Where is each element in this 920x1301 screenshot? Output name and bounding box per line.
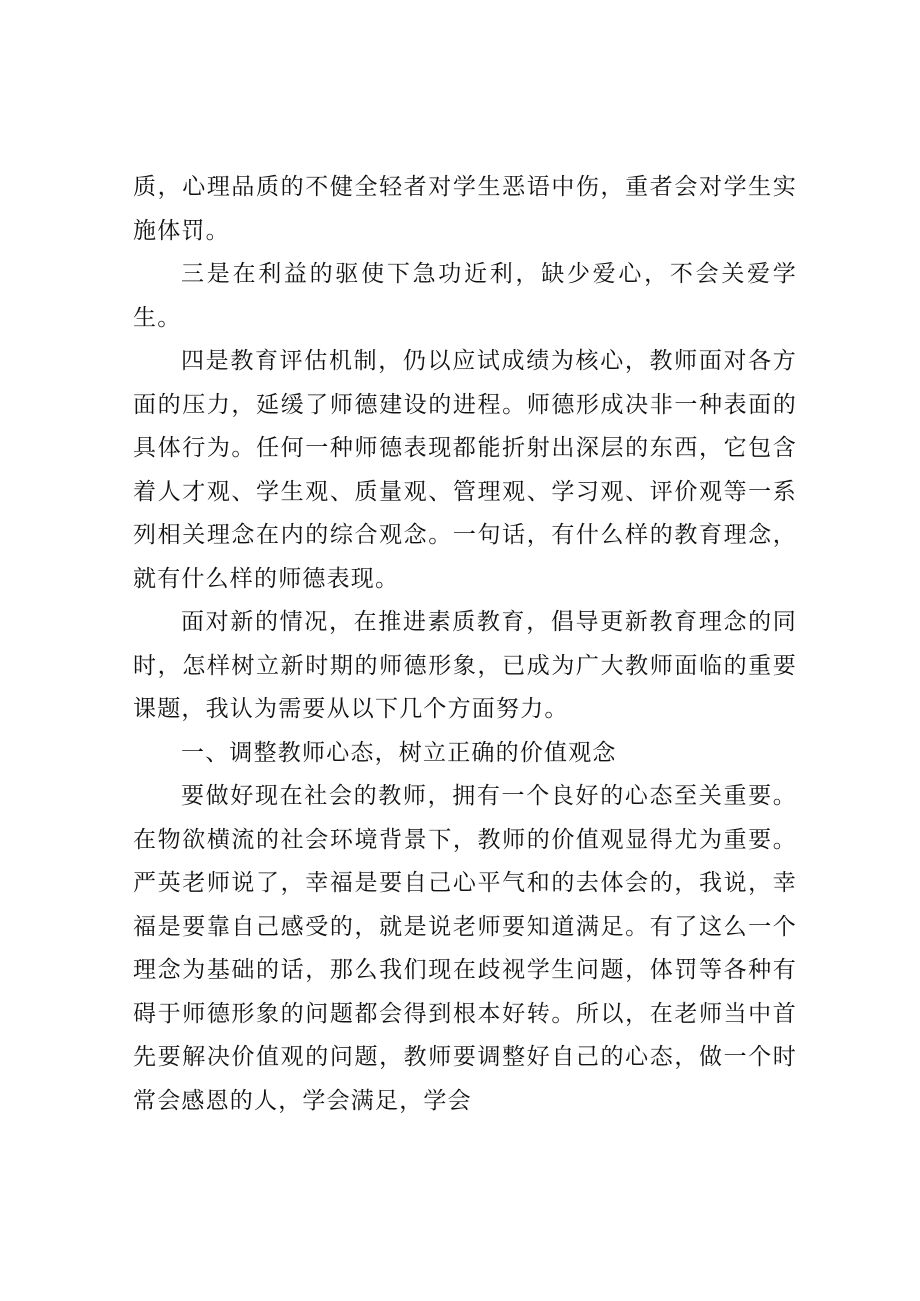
paragraph-point-four: 四是教育评估机制，仍以应试成绩为核心，教师面对各方面的压力，延缓了师德建设的进程。师德形成决非一种表面的具体行为。任何一种师德表现都能折射出深层的东西，它包含着人才观、学生观、质量观、管理观、学习观、评价观等一系列相关理念在内的综合观念。一句话，有什么样的教育理念，就有什么样的师德表现。 (133, 348, 797, 592)
section-heading: 一、调整教师心态，树立正确的价值观念 (181, 739, 617, 766)
paragraph-new-situation: 面对新的情况，在推进素质教育，倡导更新教育理念的同时，怎样树立新时期的师德形象，已成为广大教师面临的重要课题，我认为需要从以下几个方面努力。 (133, 609, 797, 722)
document-body (133, 166, 797, 1123)
paragraph-teacher-mindset: 要做好现在社会的教师，拥有一个良好的心态至关重要。在物欲横流的社会环境背景下，教师的价值观显得尤为重要。严英老师说了，幸福是要自己心平气和的去体会的，我说，幸福是要靠自己感受的，就是说老师要知道满足。有了这么一个理念为基础的话，那么我们现在歧视学生问题，体罚等各种有碍于师德形象的问题都会得到根本好转。所以，在老师当中首先要解决价值观的问题，教师要调整好自己的心态，做一个时常会感恩的人，学会满足，学会 (133, 783, 797, 1114)
paragraph-point-three: 三是在利益的驱使下急功近利，缺少爱心，不会关爱学生。 (133, 261, 797, 331)
paragraph-continuation: 质，心理品质的不健全轻者对学生恶语中伤，重者会对学生实施体罚。 (133, 174, 797, 244)
